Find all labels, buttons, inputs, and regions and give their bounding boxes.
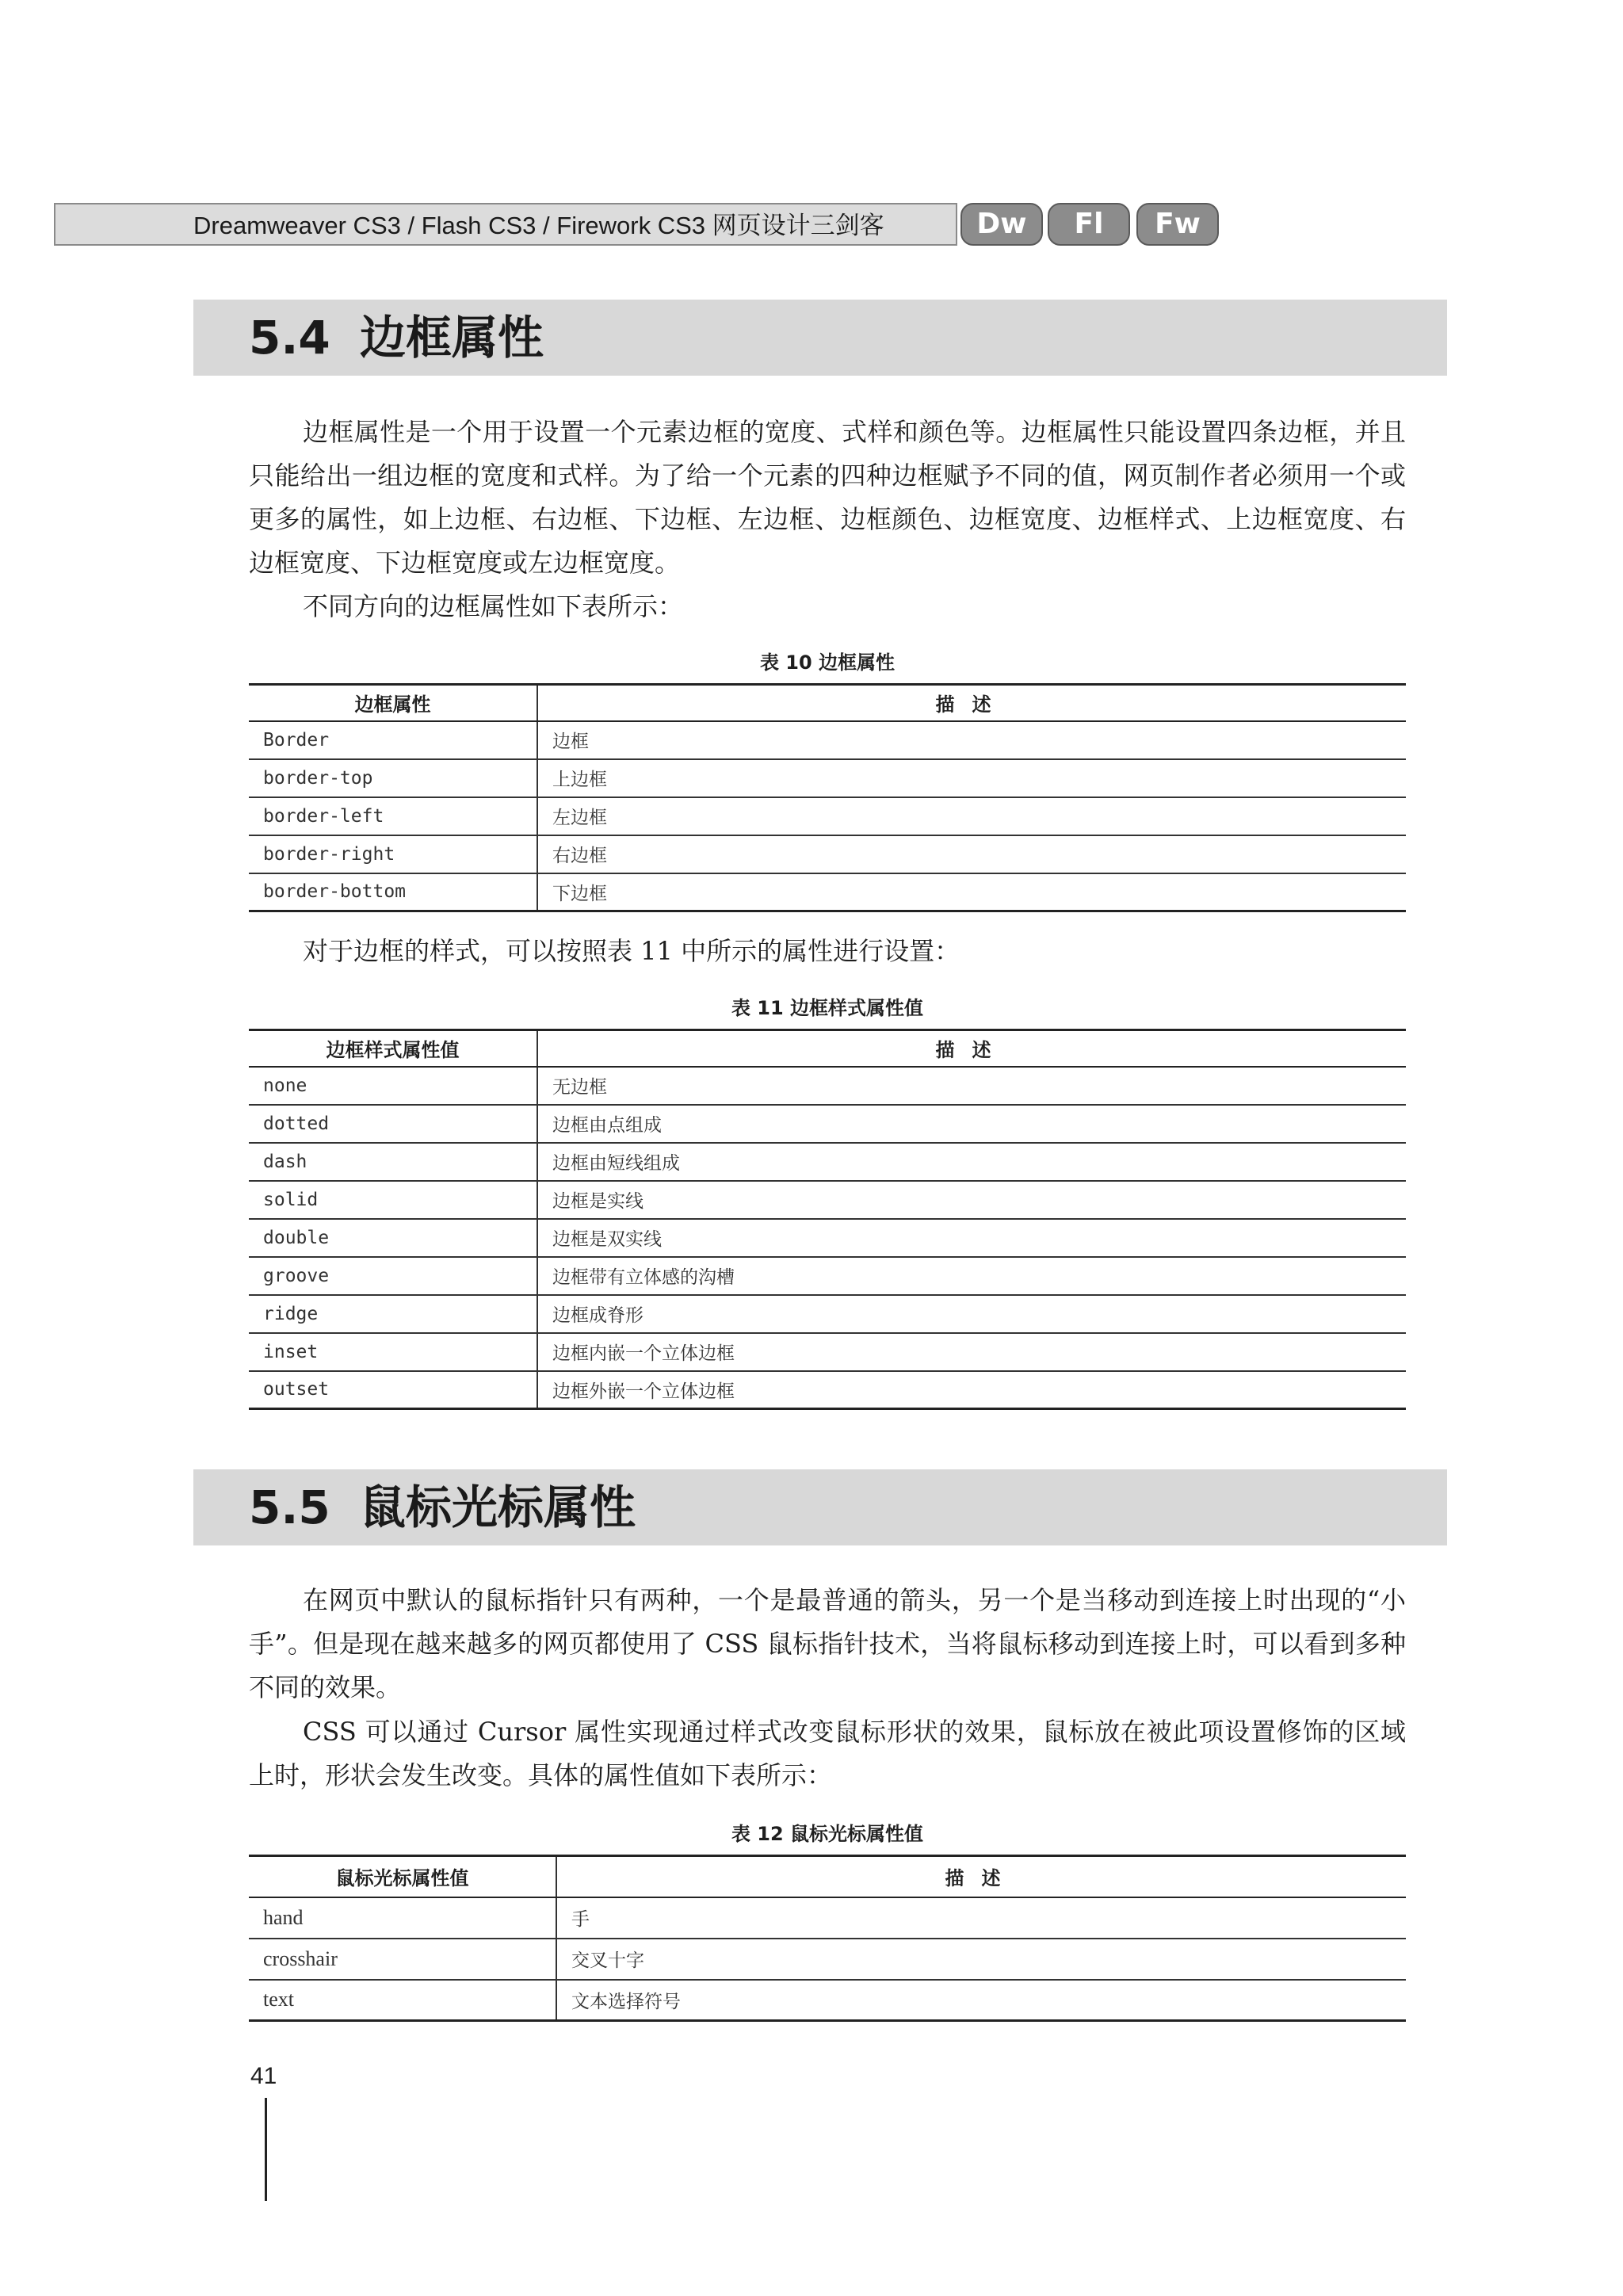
table-12-cell-value: hand [249, 1897, 556, 1939]
table-row [249, 721, 1406, 759]
section-title-5-5: 鼠标光标属性 [360, 1480, 636, 1534]
table-12-caption: 表 12 鼠标光标属性值 [731, 1823, 924, 1845]
table-11-cell-value: outset [249, 1371, 537, 1409]
table-10-cell-description: 上边框 [537, 759, 1406, 797]
table-row [249, 759, 1406, 797]
table-11-cell-description: 无边框 [537, 1067, 1406, 1105]
table-12-cell-value: crosshair [249, 1939, 556, 1980]
table-10-cell-property: border-bottom [249, 873, 537, 911]
table-11-cell-description: 边框带有立体感的沟槽 [537, 1257, 1406, 1295]
table-row [249, 1371, 1406, 1409]
section-5-4-paragraph-2: 不同方向的边框属性如下表所示： [303, 591, 684, 621]
section-title-5-4: 边框属性 [360, 311, 544, 365]
table-10-cell-description: 右边框 [537, 835, 1406, 873]
table-10-cell-description: 边框 [537, 721, 1406, 759]
fl-badge-icon: Fl [1048, 203, 1130, 246]
table-11-cell-description: 边框成脊形 [537, 1295, 1406, 1333]
table-row [249, 1181, 1406, 1219]
table-10-header-description: 描述 [537, 685, 1406, 721]
table-10 [249, 683, 1406, 912]
section-number-5-5: 5.5 [249, 1480, 330, 1534]
table-row [249, 1295, 1406, 1333]
table-row [249, 797, 1406, 835]
table-10-cell-description: 下边框 [537, 873, 1406, 911]
table-10-caption: 表 10 边框属性 [759, 651, 896, 674]
table-11-cell-description: 边框由点组成 [537, 1105, 1406, 1143]
section-5-4-paragraph-1: 边框属性是一个用于设置一个元素边框的宽度、式样和颜色等。边框属性只能设置四条边框，并且只能给出一组边框的宽度和式样。为了给一个元素的四种边框赋予不同的值，网页制作者必须用一个或更多的属性，如上边框、右边框、下边框、左边框、边框颜色、边框宽度、边框样式、上边框宽度、右边框宽度、下边框宽度或左边框宽度。 [249, 417, 1406, 578]
table-row [249, 1143, 1406, 1181]
table-row [249, 1067, 1406, 1105]
table-row [249, 1257, 1406, 1295]
section-5-5-paragraph-2: CSS 可以通过 Cursor 属性实现通过样式改变鼠标形状的效果，鼠标放在被此项设置修饰的区域上时，形状会发生改变。具体的属性值如下表所示： [249, 1717, 1406, 1790]
section-5-4-paragraph-3: 对于边框的样式，可以按照表 11 中所示的属性进行设置： [303, 936, 960, 966]
table-11-cell-description: 边框是双实线 [537, 1219, 1406, 1257]
table-11-cell-value: dotted [249, 1105, 537, 1143]
table-11-cell-value: inset [249, 1333, 537, 1371]
table-10-header-property: 边框属性 [249, 685, 537, 721]
table-11-cell-value: groove [249, 1257, 537, 1295]
table-row [249, 873, 1406, 911]
table-11-cell-description: 边框内嵌一个立体边框 [537, 1333, 1406, 1371]
table-row [249, 1980, 1406, 2021]
table-11-cell-value: solid [249, 1181, 537, 1219]
table-12-cell-description: 手 [556, 1897, 1406, 1939]
table-row [249, 1333, 1406, 1371]
table-10-cell-property: border-left [249, 797, 537, 835]
table-row [249, 1897, 1406, 1939]
table-11 [249, 1029, 1406, 1410]
table-row [249, 1105, 1406, 1143]
table-12-cell-description: 文本选择符号 [556, 1980, 1406, 2021]
table-10-cell-property: border-right [249, 835, 537, 873]
table-11-cell-value: none [249, 1067, 537, 1105]
table-12-header-description: 描述 [556, 1856, 1406, 1897]
running-header-title: Dreamweaver CS3 / Flash CS3 / Firework CS3 网页设计三剑客 [193, 212, 884, 239]
table-11-header-property: 边框样式属性值 [249, 1030, 537, 1067]
table-11-cell-description: 边框由短线组成 [537, 1143, 1406, 1181]
table-11-cell-value: ridge [249, 1295, 537, 1333]
dw-badge-icon: Dw [960, 203, 1043, 246]
section-number-5-4: 5.4 [249, 311, 330, 365]
table-10-cell-description: 左边框 [537, 797, 1406, 835]
table-11-cell-value: double [249, 1219, 537, 1257]
table-row [249, 835, 1406, 873]
table-row [249, 1219, 1406, 1257]
table-12-cell-description: 交叉十字 [556, 1939, 1406, 1980]
table-row [249, 1939, 1406, 1980]
table-12 [249, 1855, 1406, 2022]
section-5-5-paragraph-1: 在网页中默认的鼠标指针只有两种，一个是最普通的箭头，另一个是当移动到连接上时出现的“小手”。但是现在越来越多的网页都使用了 CSS 鼠标指针技术，当将鼠标移动到连接上时，可以看到多种不同的效果。 [249, 1585, 1406, 1702]
table-11-caption: 表 11 边框样式属性值 [731, 997, 924, 1019]
table-10-cell-property: border-top [249, 759, 537, 797]
table-12-header-property: 鼠标光标属性值 [249, 1856, 556, 1897]
table-11-cell-description: 边框是实线 [537, 1181, 1406, 1219]
fw-badge-icon: Fw [1136, 203, 1219, 246]
table-12-cell-value: text [249, 1980, 556, 2021]
page-margin-rule [265, 2098, 267, 2201]
page-number: 41 [250, 2063, 277, 2089]
table-10-cell-property: Border [249, 721, 537, 759]
table-11-cell-value: dash [249, 1143, 537, 1181]
table-11-cell-description: 边框外嵌一个立体边框 [537, 1371, 1406, 1409]
table-11-header-description: 描述 [537, 1030, 1406, 1067]
